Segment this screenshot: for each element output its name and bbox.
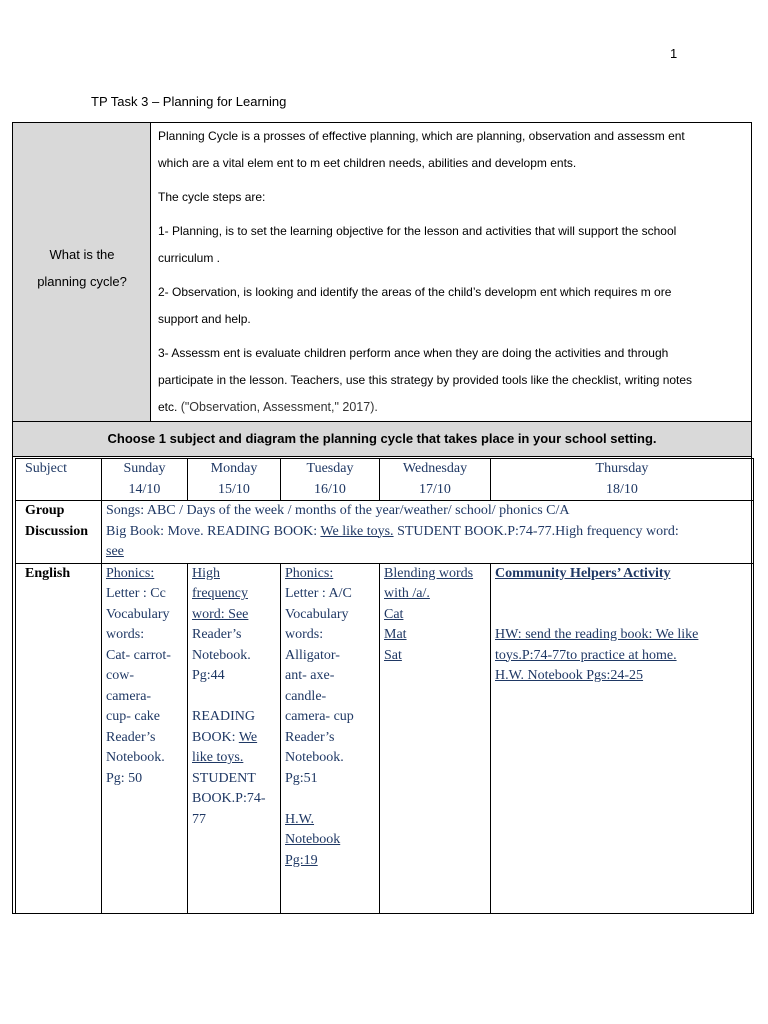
group-discussion-label: Group Discussion xyxy=(16,501,102,564)
subject-header: Subject xyxy=(16,459,102,501)
day-header-tuesday: Tuesday 16/10 xyxy=(281,459,380,501)
steps-intro: The cycle steps are: xyxy=(158,190,266,204)
english-label: English xyxy=(16,563,102,914)
step-2-line-a: 2- Observation, is looking and identify the areas of the child’s developm ent which requires m ore xyxy=(158,285,672,299)
english-monday: High frequency word: See Reader’s Notebook. Pg:44 READING BOOK: We like toys. STUDENT BOOK.P:74- 77 xyxy=(188,563,281,914)
step-3-line-a: 3- Assessm ent is evaluate children perform ance when they are doing the activities and through xyxy=(158,346,669,360)
page-number: 1 xyxy=(670,46,678,61)
step-3-line-b: participate in the lesson. Teachers, use this strategy by provided tools like the checklist, writing notes xyxy=(158,373,693,387)
group-books: Big Book: Move. READING BOOK: We like toys. STUDENT BOOK.P:74-77.High frequency word: xyxy=(106,523,679,539)
english-sunday: Phonics: Letter : Cc Vocabulary words: Cat- carrot- cow- camera- cup- cake Reader’s Notebook. Pg: 50 xyxy=(102,563,188,914)
see-link[interactable]: see xyxy=(106,544,124,559)
english-wednesday: Blending words with /a/. Cat Mat Sat xyxy=(380,563,491,914)
task-title: TP Task 3 – Planning for Learning xyxy=(91,94,287,109)
citation: ("Observation, Assessment," 2017). xyxy=(180,400,378,414)
step-1-line-a: 1- Planning, is to set the learning objective for the lesson and activities that will support the school xyxy=(158,224,677,238)
question-cell xyxy=(13,123,151,421)
answer-cell xyxy=(158,123,748,421)
group-discussion-row xyxy=(16,501,754,564)
question-line-1: What is the xyxy=(49,247,115,262)
answer-intro-2: which are a vital elem ent to m eet children needs, abilities and developm ents. xyxy=(158,156,577,170)
group-songs: Songs: ABC / Days of the week / months of the year/weather/ school/ phonics C/A xyxy=(106,503,570,518)
day-header-thursday: Thursday 18/10 xyxy=(491,459,754,501)
english-row xyxy=(16,563,754,914)
question-text xyxy=(13,241,151,295)
group-discussion-content xyxy=(102,501,754,564)
community-helpers-title: Community Helpers’ Activity xyxy=(495,565,671,581)
english-thursday: Community Helpers’ Activity HW: send the reading book: We like toys.P:74-77to practice at home. H.W. Notebook Pgs:24-25 xyxy=(491,563,754,914)
day-header-monday: Monday 15/10 xyxy=(188,459,281,501)
answer-intro-1: Planning Cycle is a prosses of effective planning, which are planning, observation and assessm ent xyxy=(158,129,685,143)
step-2-line-b: support and help. xyxy=(158,312,251,326)
day-header-sunday: Sunday 14/10 xyxy=(102,459,188,501)
step-1-line-b: curriculum . xyxy=(158,251,221,265)
step-3-etc: etc. xyxy=(158,400,178,414)
day-header-wednesday: Wednesday 17/10 xyxy=(380,459,491,501)
we-like-toys-link[interactable]: We like toys. xyxy=(320,523,394,539)
weekly-plan-table xyxy=(15,458,754,914)
step-3-line-c xyxy=(158,394,748,421)
question-line-2: planning cycle? xyxy=(37,274,127,289)
choose-instruction: Choose 1 subject and diagram the planning cycle that takes place in your school setting. xyxy=(13,421,751,457)
header-row xyxy=(16,459,754,501)
english-tuesday: Phonics: Letter : A/C Vocabulary words: Alligator- ant- axe- candle- camera- cup Reader’s Notebook. Pg:51 H.W. Notebook Pg:19 xyxy=(281,563,380,914)
